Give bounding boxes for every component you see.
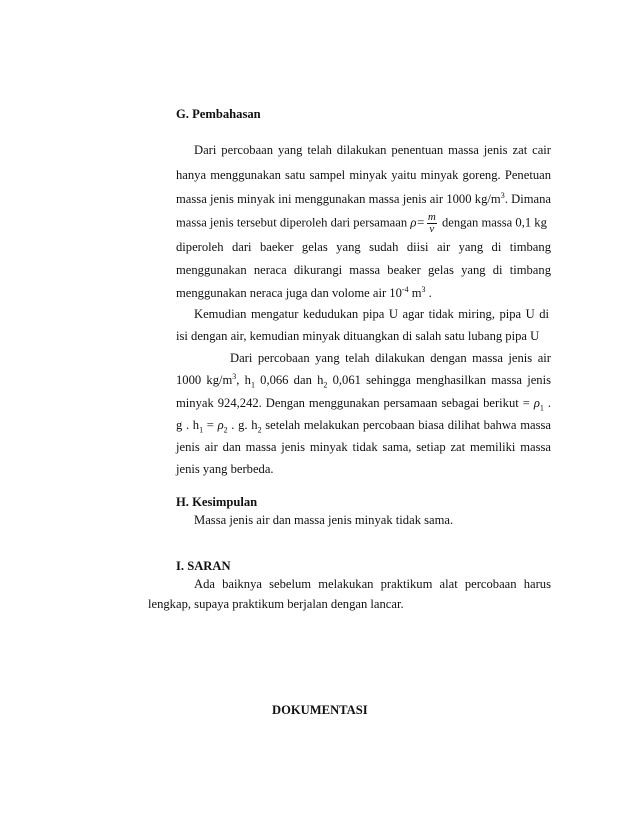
paragraph-line: Dari percobaan yang telah dilakukan dengan massa jenis air [230,351,551,365]
dokumentasi-heading: DOKUMENTASI [272,703,368,717]
paragraph-line: massa jenis minyak ini menggunakan massa jenis air 1000 $kg/m^3$. Dimana [176,190,551,206]
paragraph-line-formula: g . $h_1 = \rho_2$ . g. $h_2$ setelah melakukan percobaan biasa dilihat bahwa massa [176,418,551,435]
section-g-heading: G. Pembahasan [176,107,261,121]
paragraph-line: jenis air dan massa jenis minyak tidak sama, setiap zat memiliki massa [176,440,551,454]
suggestion-line: Ada baiknya sebelum melakukan praktikum alat percobaan harus [194,577,551,591]
paragraph-line: menggunakan neraca juga dan volome air $10^{-4}$ $m^3$ . [176,284,432,300]
paragraph-line: diperoleh dari baeker gelas yang sudah diisi air yang di timbang [176,240,551,254]
paragraph-line: Kemudian mengatur kedudukan pipa U agar tidak miring, pipa U di [194,307,549,321]
paragraph-line-formula: minyak 924,242. Dengan menggunakan persamaan sebagai berikut = $\rho_1$ . [176,396,551,413]
paragraph-line: isi dengan air, kemudian minyak dituangkan di salah satu lubang pipa U [176,329,540,343]
conclusion-line: Massa jenis air dan massa jenis minyak tidak sama. [194,513,454,527]
mass-volume-fraction: $\frac{m}{v}$ [427,211,436,235]
section-i-heading: I. SARAN [176,559,231,573]
suggestion-line: lengkap, supaya praktikum berjalan dengan lancar. [148,597,404,611]
section-h-heading: H. Kesimpulan [176,495,258,509]
rho-symbol: ρ [217,418,224,432]
paragraph-line: jenis yang berbeda. [176,462,274,476]
paragraph-line: menggunakan neraca dikurangi massa beaker gelas yang di timbang [176,263,551,277]
paragraph-line: 1000 $kg/m^3$, $h_1$ 0,066 dan $h_2$ 0,061 sehingga menghasilkan massa jenis [176,371,552,390]
paragraph-line: hanya menggunakan satu sampel minyak yaitu minyak goreng. Penetuan [176,168,551,182]
paragraph-line: Dari percobaan yang telah dilakukan penentuan massa jenis zat cair [194,143,551,157]
rho-symbol: ρ [533,396,540,410]
rho-symbol: ρ= [410,215,425,230]
paragraph-line-formula: massa jenis tersebut diperoleh dari persamaan ρ= $\frac{m}{v}$ dengan massa 0,1 kg [176,211,547,235]
